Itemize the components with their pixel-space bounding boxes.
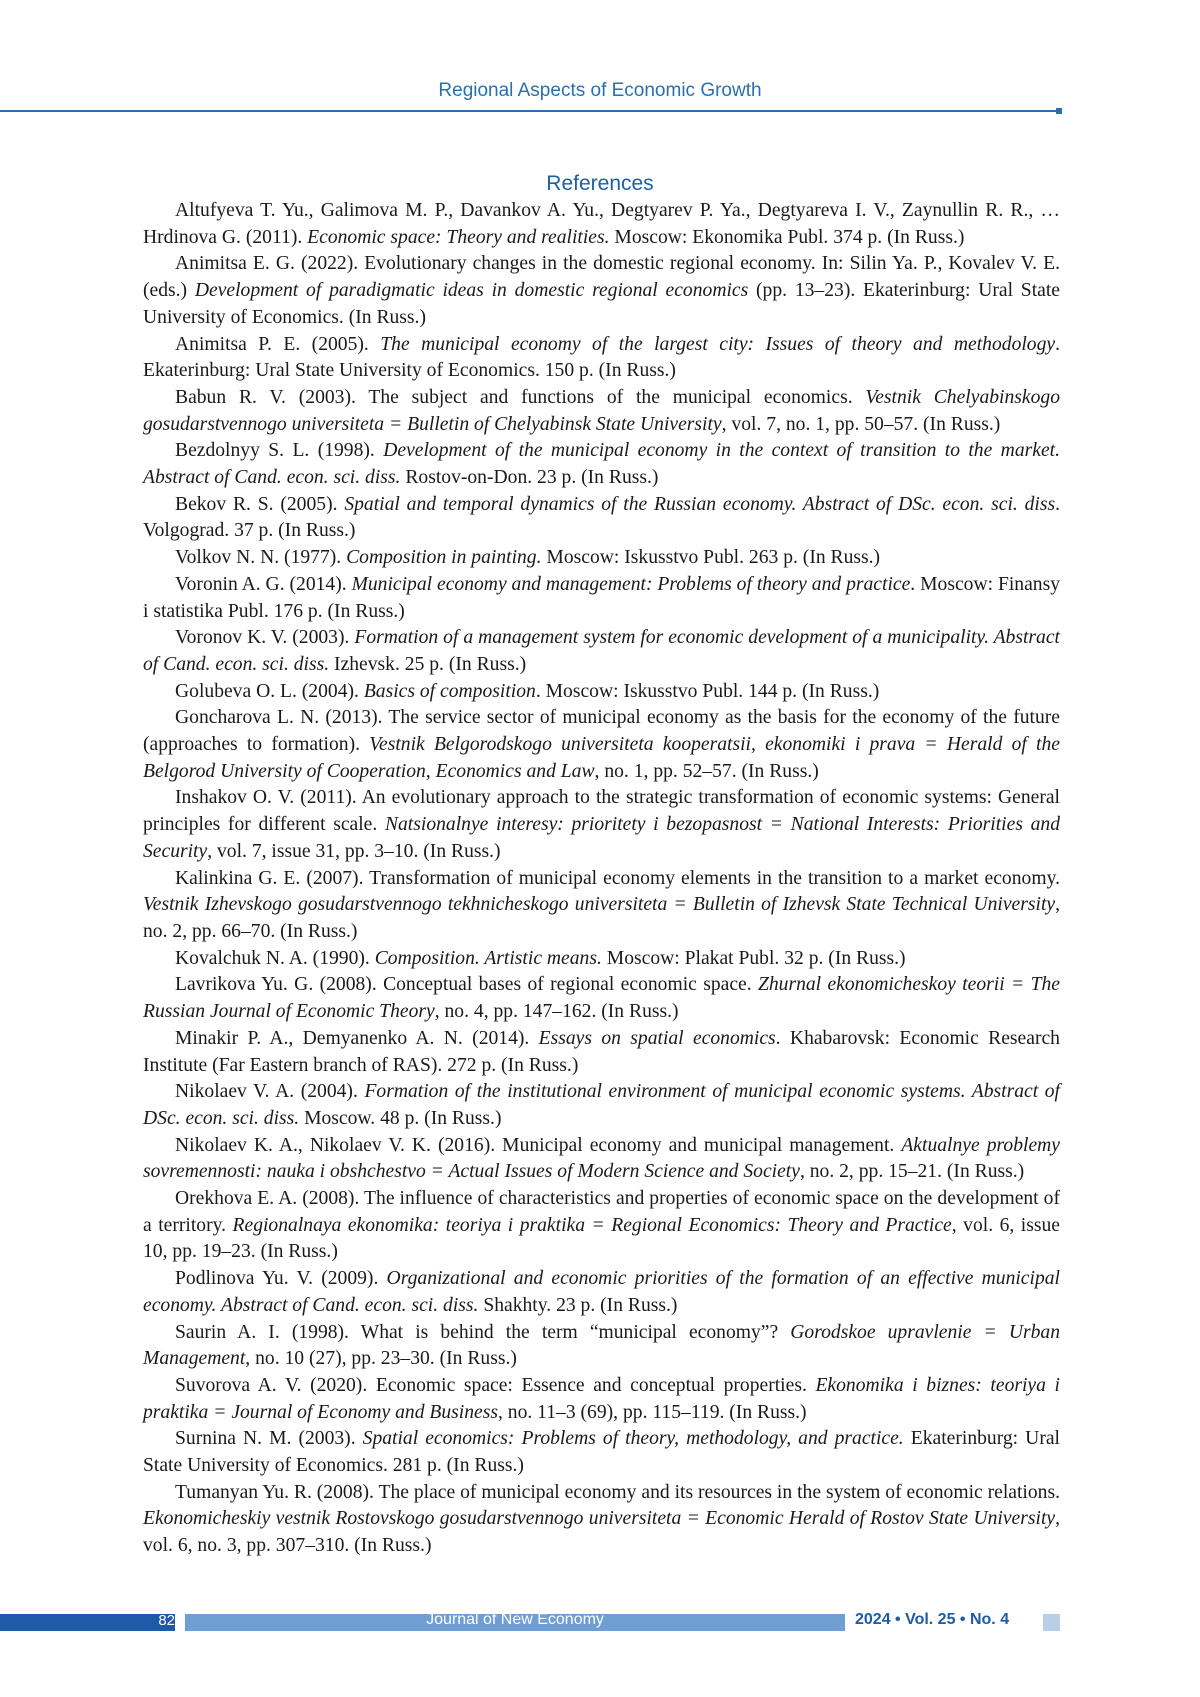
reference-details: Shakhty. 23 p. (In Russ.) bbox=[478, 1295, 677, 1316]
reference-text: Bekov R. S. (2005). bbox=[175, 494, 344, 515]
reference-details: , no. 11–3 (69), pp. 115–119. (In Russ.) bbox=[498, 1402, 807, 1423]
reference-details: . Ekaterinburg: Ural State University of Economics. 150 p. (In Russ.) bbox=[143, 334, 1060, 382]
reference-source-title: Basics of composition bbox=[364, 681, 536, 702]
reference-source-title: Formation of a management system for economic development of a municipality. Abstract of Cand. econ. sci. diss. bbox=[143, 627, 1060, 675]
issue-info: 2024 • Vol. 25 • No. 4 bbox=[855, 1611, 1009, 1629]
reference-text: Minakir P. A., Demyanenko A. N. (2014). bbox=[175, 1028, 539, 1049]
reference-details: , no. 2, pp. 66–70. (In Russ.) bbox=[143, 894, 1060, 942]
reference-details: , vol. 7, no. 1, pp. 50–57. (In Russ.) bbox=[722, 414, 1001, 435]
reference-source-title: Economic space: Theory and realities. bbox=[307, 227, 609, 248]
reference-source-title: Development of paradigmatic ideas in domestic regional economics bbox=[195, 280, 748, 301]
reference-source-title: Regionalnaya ekonomika: teoriya i praktika = Regional Economics: Theory and Practice bbox=[233, 1215, 952, 1236]
reference-item bbox=[143, 1480, 1060, 1560]
reference-text: Kovalchuk N. A. (1990). bbox=[175, 948, 375, 969]
reference-source-title: Spatial economics: Problems of theory, methodology, and practice. bbox=[363, 1428, 904, 1449]
reference-source-title: Spatial and temporal dynamics of the Russian economy. Abstract of DSc. econ. sci. diss bbox=[344, 494, 1055, 515]
reference-details: Ekaterinburg: Ural State University of Economics. 281 p. (In Russ.) bbox=[143, 1428, 1060, 1476]
reference-details: , no. 4, pp. 147–162. (In Russ.) bbox=[435, 1001, 679, 1022]
reference-details: Rostov-on-Don. 23 p. (In Russ.) bbox=[400, 467, 658, 488]
reference-text: Animitsa P. E. (2005). bbox=[175, 334, 380, 355]
reference-text: Babun R. V. (2003). The subject and functions of the municipal economics. bbox=[175, 387, 865, 408]
reference-text: Nikolaev V. A. (2004). bbox=[175, 1081, 364, 1102]
reference-details: Moscow: Plakat Publ. 32 p. (In Russ.) bbox=[602, 948, 906, 969]
reference-item bbox=[143, 972, 1060, 1025]
reference-source-title: The municipal economy of the largest city: Issues of theory and methodology bbox=[380, 334, 1055, 355]
reference-text: Golubeva O. L. (2004). bbox=[175, 681, 364, 702]
reference-source-title: Aktualnye problemy sovremennosti: nauka i obshchestvo = Actual Issues of Modern Science and Society bbox=[143, 1135, 1060, 1183]
reference-source-title: Vestnik Belgorodskogo universiteta kooperatsii, ekonomiki i prava = Herald of the Belgorod University of Cooperation, Economics and Law bbox=[143, 734, 1060, 782]
references-list bbox=[143, 198, 1060, 1560]
header-rule bbox=[0, 110, 1058, 112]
reference-details: Moscow: Ekonomika Publ. 374 p. (In Russ.) bbox=[610, 227, 965, 248]
reference-text: Podlinova Yu. V. (2009). bbox=[175, 1268, 387, 1289]
reference-item bbox=[143, 705, 1060, 785]
reference-source-title: Formation of the institutional environment of municipal economic systems. Abstract of DSc. econ. sci. diss. bbox=[143, 1081, 1060, 1129]
reference-text: Tumanyan Yu. R. (2008). The place of municipal economy and its resources in the system of economic relations. bbox=[175, 1482, 1060, 1503]
reference-text: Kalinkina G. E. (2007). Transformation of municipal economy elements in the transition to a market economy. bbox=[175, 868, 1060, 889]
reference-details: , vol. 6, no. 3, pp. 307–310. (In Russ.) bbox=[143, 1508, 1060, 1556]
reference-item bbox=[143, 625, 1060, 678]
reference-item bbox=[143, 946, 1060, 973]
reference-text: Volkov N. N. (1977). bbox=[175, 547, 346, 568]
reference-item bbox=[143, 1133, 1060, 1186]
reference-source-title: Municipal economy and management: Problems of theory and practice bbox=[352, 574, 911, 595]
reference-source-title: Vestnik Chelyabinskogo gosudarstvennogo universiteta = Bulletin of Chelyabinsk State University bbox=[143, 387, 1060, 435]
reference-item bbox=[143, 785, 1060, 865]
reference-source-title: Zhurnal ekonomicheskoy teorii = The Russian Journal of Economic Theory bbox=[143, 974, 1060, 1022]
reference-text: Surnina N. M. (2003). bbox=[175, 1428, 363, 1449]
reference-text: Animitsa E. G. (2022). Evolutionary changes in the domestic regional economy. In: Silin Ya. P., Kovalev V. E. (eds.) bbox=[143, 253, 1060, 301]
reference-source-title: Composition. Artistic means. bbox=[375, 948, 602, 969]
running-title: Regional Aspects of Economic Growth bbox=[0, 80, 1200, 102]
reference-item bbox=[143, 866, 1060, 946]
reference-item bbox=[143, 679, 1060, 706]
reference-item bbox=[143, 332, 1060, 385]
reference-details: , no. 10 (27), pp. 23–30. (In Russ.) bbox=[245, 1348, 517, 1369]
reference-text: Voronov K. V. (2003). bbox=[175, 627, 354, 648]
reference-text: Voronin A. G. (2014). bbox=[175, 574, 352, 595]
reference-source-title: Natsionalnye interesy: prioritety i bezopasnost = National Interests: Priorities and Security bbox=[143, 814, 1060, 862]
footer-square-marker bbox=[1043, 1614, 1060, 1631]
reference-details: . Moscow: Iskusstvo Publ. 144 p. (In Russ.) bbox=[536, 681, 879, 702]
reference-item bbox=[143, 198, 1060, 251]
reference-item bbox=[143, 385, 1060, 438]
reference-text: Bezdolnyy S. L. (1998). bbox=[175, 440, 383, 461]
reference-text: Nikolaev K. A., Nikolaev V. K. (2016). Municipal economy and municipal management. bbox=[175, 1135, 901, 1156]
reference-source-title: Development of the municipal economy in the context of transition to the market. Abstract of Cand. econ. sci. diss. bbox=[143, 440, 1060, 488]
reference-item bbox=[143, 251, 1060, 331]
reference-item bbox=[143, 1266, 1060, 1319]
reference-details: Moscow: Iskusstvo Publ. 263 p. (In Russ.) bbox=[542, 547, 881, 568]
reference-text: Lavrikova Yu. G. (2008). Conceptual bases of regional economic space. bbox=[175, 974, 758, 995]
reference-details: . Khabarovsk: Economic Research Institute (Far Eastern branch of RAS). 272 p. (In Russ.) bbox=[143, 1028, 1060, 1076]
reference-details: Moscow. 48 p. (In Russ.) bbox=[299, 1108, 501, 1129]
reference-source-title: Essays on spatial economics bbox=[539, 1028, 776, 1049]
reference-item bbox=[143, 1079, 1060, 1132]
reference-source-title: Ekonomika i biznes: teoriya i praktika = Journal of Economy and Business bbox=[143, 1375, 1060, 1423]
reference-details: Izhevsk. 25 p. (In Russ.) bbox=[329, 654, 526, 675]
reference-source-title: Composition in painting. bbox=[346, 547, 541, 568]
reference-item bbox=[143, 1026, 1060, 1079]
reference-details: . Moscow: Finansy i statistika Publ. 176 p. (In Russ.) bbox=[143, 574, 1060, 622]
header-rule-end-marker bbox=[1056, 108, 1062, 114]
reference-details: , vol. 7, issue 31, pp. 3–10. (In Russ.) bbox=[207, 841, 500, 862]
reference-text: Inshakov O. V. (2011). An evolutionary approach to the strategic transformation of economic systems: General principles for different scale. bbox=[143, 787, 1060, 835]
reference-details: , no. 2, pp. 15–21. (In Russ.) bbox=[800, 1161, 1024, 1182]
reference-item bbox=[143, 572, 1060, 625]
reference-source-title: Ekonomicheskiy vestnik Rostovskogo gosudarstvennogo universiteta = Economic Herald of Rostov State University bbox=[143, 1508, 1055, 1529]
reference-text: Goncharova L. N. (2013). The service sector of municipal economy as the basis for the economy of the future (approaches to formation). bbox=[143, 707, 1060, 755]
reference-details: . Volgograd. 37 p. (In Russ.) bbox=[143, 494, 1060, 542]
reference-details: , vol. 6, issue 10, pp. 19–23. (In Russ.) bbox=[143, 1215, 1060, 1263]
reference-item bbox=[143, 1426, 1060, 1479]
reference-source-title: Vestnik Izhevskogo gosudarstvennogo tekhnicheskogo universiteta = Bulletin of Izhevsk State Technical University bbox=[143, 894, 1055, 915]
journal-name: Journal of New Economy bbox=[185, 1611, 845, 1629]
reference-item bbox=[143, 438, 1060, 491]
reference-item bbox=[143, 1373, 1060, 1426]
reference-text: Saurin A. I. (1998). What is behind the term “municipal economy”? bbox=[175, 1322, 790, 1343]
reference-text: Orekhova E. A. (2008). The influence of characteristics and properties of economic space on the development of a territory. bbox=[143, 1188, 1060, 1236]
reference-item bbox=[143, 492, 1060, 545]
reference-source-title: Organizational and economic priorities of the formation of an effective municipal economy. Abstract of Cand. econ. sci. diss. bbox=[143, 1268, 1060, 1316]
reference-source-title: Gorodskoe upravlenie = Urban Management bbox=[143, 1322, 1060, 1370]
reference-details: , no. 1, pp. 52–57. (In Russ.) bbox=[595, 761, 819, 782]
reference-text: Altufyeva T. Yu., Galimova M. P., Davankov A. Yu., Degtyarev P. Ya., Degtyareva I. V., Zaynullin R. R., … Hrdinova G. (2011). bbox=[143, 200, 1060, 248]
reference-item bbox=[143, 1320, 1060, 1373]
reference-item bbox=[143, 1186, 1060, 1266]
section-title: References bbox=[0, 172, 1200, 196]
reference-text: Suvorova A. V. (2020). Economic space: Essence and conceptual properties. bbox=[175, 1375, 815, 1396]
reference-details: (pp. 13–23). Ekaterinburg: Ural State University of Economics. (In Russ.) bbox=[143, 280, 1060, 328]
reference-item bbox=[143, 545, 1060, 572]
page-number: 82 bbox=[0, 1612, 175, 1629]
